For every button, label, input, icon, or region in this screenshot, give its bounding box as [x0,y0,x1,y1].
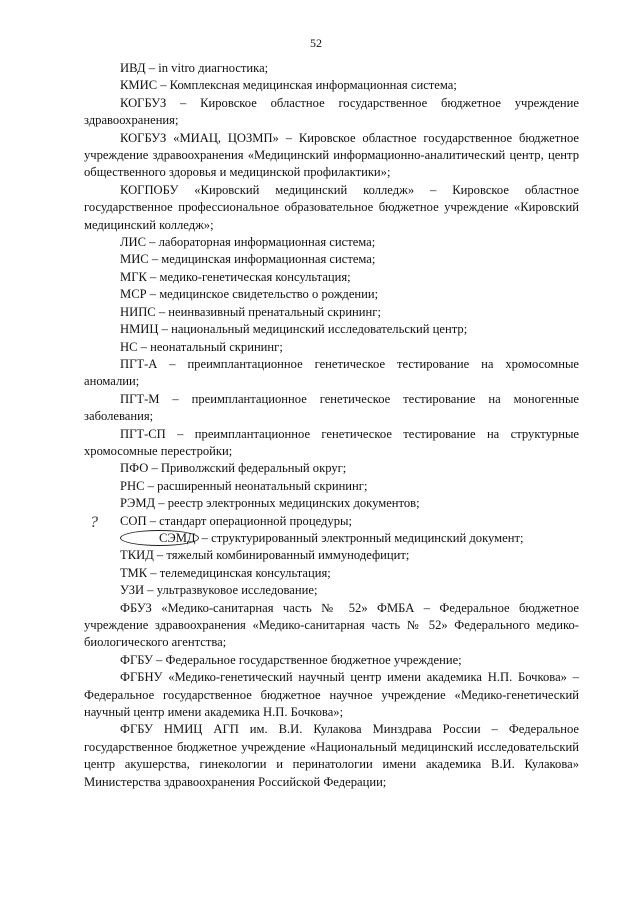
abbreviation-definition: – структурированный электронный медицинский документ; [198,530,524,545]
abbreviation-entry: НМИЦ – национальный медицинский исследовательский центр; [120,322,468,337]
abbreviation-entry: ФГБУ – Федеральное государственное бюджетное учреждение; [120,652,462,667]
abbreviations-list [84,60,579,791]
circled-abbreviation: СЭМД [120,530,199,546]
abbreviation-entry: КМИС – Комплексная медицинская информационная система; [120,78,457,93]
page-number: 52 [310,36,322,50]
abbreviation-entry: МСР – медицинское свидетельство о рождении; [120,287,379,302]
abbreviation-entry: РНС – расширенный неонатальный скрининг; [120,478,368,493]
abbreviation-entry: ТМК – телемедицинская консультация; [120,565,331,580]
abbreviation-entry: ПГТ-СП – преимплантационное генетическое тестирование на структурные хромосомные перестройки; [84,426,579,458]
abbreviation-entry: ФГБУ НМИЦ АГП им. В.И. Кулакова Минздрава России – Федеральное государственное бюджетное учреждение «Национальный медицинский исследовательский центр акушерства, гинекологии и перинатологии имени академика В.И. Кулакова» Министерства здравоохранения Российской Федерации; [84,722,579,789]
abbreviation-entry: РЭМД – реестр электронных медицинских документов; [120,496,420,511]
abbreviation-entry: МГК – медико-генетическая консультация; [120,269,351,284]
abbreviation-entry: ПГТ-А – преимплантационное генетическое тестирование на хромосомные аномалии; [84,356,579,389]
abbreviation-entry: МИС – медицинская информационная система; [120,252,376,267]
abbreviation-entry: ЛИС – лабораторная информационная система; [120,235,376,250]
abbreviation-entry: УЗИ – ультразвуковое исследование; [120,583,318,598]
abbreviation-entry: НИПС – неинвазивный пренатальный скрининг; [120,304,381,319]
abbreviation-entry: КОГБУЗ – Кировское областное государственное бюджетное учреждение здравоохранения; [84,95,579,128]
abbreviation-entry: ПФО – Приволжский федеральный округ; [120,461,347,476]
abbreviation-entry: ФГБНУ «Медико-генетический научный центр имени академика Н.П. Бочкова» – Федеральное государственное бюджетное научное учреждение «Медико-генетический научный центр имени академика Н.П. Бочкова»; [84,670,579,720]
abbreviation-entry: НС – неонатальный скрининг; [120,339,283,354]
abbreviation-entry: КОГПОБУ «Кировский медицинский колледж» – Кировское областное государственное профессиональное образовательное бюджетное учреждение «Кировский медицинский колледж»; [84,182,579,232]
abbreviation-entry: ПГТ-М – преимплантационное генетическое тестирование на моногенные заболевания; [84,391,579,424]
abbreviation-entry: ТКИД – тяжелый комбинированный иммунодефицит; [120,548,410,563]
abbreviation-entry: СОП – стандарт операционной процедуры; [120,513,352,528]
abbreviation-entry-semd [84,530,579,547]
handwritten-margin-mark: ? [90,514,98,531]
abbreviation-entry: КОГБУЗ «МИАЦ, ЦОЗМП» – Кировское областное государственное бюджетное учреждение здравоохранения «Медицинский информационно-аналитический центр, центр общественного здоровья и медицинской профилактики»; [84,130,579,180]
abbreviation-entry: ИВД – in vitro диагностика; [120,61,269,75]
abbreviation-entry: ФБУЗ «Медико-санитарная часть № 52» ФМБА – Федеральное бюджетное учреждение здравоохранения «Медико-санитарная часть № 52» Федерального медико-биологического агентства; [84,600,579,650]
